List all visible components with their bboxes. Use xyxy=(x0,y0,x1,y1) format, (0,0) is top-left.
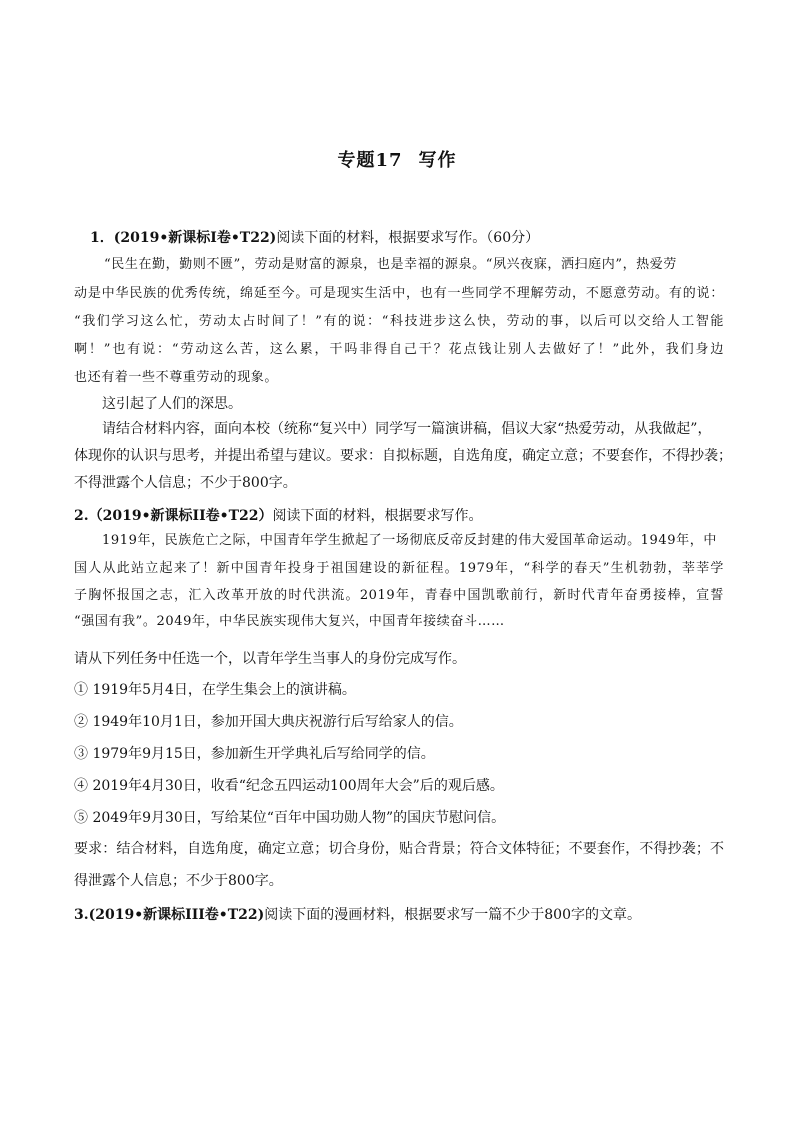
q1-material-line: 也还有着一些不尊重劳动的现象。 xyxy=(74,370,279,385)
q2-material-line: 子胸怀报国之志，汇入改革开放的时代洪流。2019年，青春中国凯歌前行，新时代青年奋勇接棒，宣誓 xyxy=(74,588,724,603)
q2-task-item: ⑤ 2049年9月30日，写给某位“百年中国功勋人物”的国庆节慰问信。 xyxy=(74,810,506,826)
q1-material-line: 啊！”也有说：“劳动这么苦，这么累，干吗非得自己干？花点钱让别人去做好了！”此外，我们身边 xyxy=(74,342,724,357)
q2-task-item: ③ 1979年9月15日，参加新生开学典礼后写给同学的信。 xyxy=(74,746,435,762)
q2-source: （2019•新课标II卷•T22） xyxy=(88,508,273,524)
q1-prompt: 阅读下面的材料，根据要求写作。（60分） xyxy=(276,230,540,246)
title-main: 专题17 xyxy=(337,150,403,171)
q3-number: 3. xyxy=(74,907,89,923)
q3-prompt: 阅读下面的漫画材料，根据要求写一篇不少于800字的文章。 xyxy=(264,907,642,923)
q1-source: (2019•新课标I卷•T22) xyxy=(113,230,277,246)
page-title xyxy=(0,146,794,172)
q2-instruction: 请从下列任务中任选一个，以青年学生当事人的身份完成写作。 xyxy=(74,651,466,667)
q2-prompt: 阅读下面的材料，根据要求写作。 xyxy=(272,508,483,524)
q1-number: 1． xyxy=(90,230,114,246)
q3-source: (2019•新课标III卷•T22) xyxy=(88,907,265,923)
q2-requirement-line: 要求：结合材料，自选角度，确定立意；切合身份，贴合背景；符合文体特征；不要套作，不得抄袭；不 xyxy=(74,841,724,857)
q2-material-line: 1919年，民族危亡之际，中国青年学生掀起了一场彻底反帝反封建的伟大爱国革命运动。1949年，中 xyxy=(102,533,717,548)
title-sub: 写作 xyxy=(418,150,457,171)
q2-task-item: ④ 2019年4月30日，收看“纪念五四运动100周年大会”后的观后感。 xyxy=(74,778,504,794)
q2-requirement-line: 得泄露个人信息；不少于800字。 xyxy=(74,873,283,889)
q2-material-line: 国人从此站立起来了！新中国青年投身于祖国建设的新征程。1979年，“科学的春天”生机勃勃，莘莘学 xyxy=(74,561,724,576)
q2-number: 2. xyxy=(74,508,89,524)
q2-material-line: “强国有我”。2049年，中华民族实现伟大复兴，中国青年接续奋斗…… xyxy=(74,614,505,629)
q2-heading xyxy=(74,506,724,526)
q3-heading xyxy=(74,905,724,925)
q1-material-line: 动是中华民族的优秀传统，绵延至今。可是现实生活中，也有一些同学不理解劳动，不愿意劳动。有的说： xyxy=(74,286,724,301)
q1-material-line: “我们学习这么忙，劳动太占时间了！”有的说：“科技进步这么快，劳动的事，以后可以交给人工智能 xyxy=(74,314,724,329)
q1-task-line: 请结合材料内容，面向本校（统称“复兴中）同学写一篇演讲稿，倡议大家“热爱劳动，从我做起”， xyxy=(102,421,712,437)
q1-heading xyxy=(90,228,740,248)
q1-reflection: 这引起了人们的深思。 xyxy=(102,396,242,412)
q1-task-line: 体现你的认识与思考，并提出希望与建议。要求：自拟标题，自选角度，确定立意；不要套作，不得抄袭； xyxy=(74,448,732,464)
q1-material-line: “民生在勤，勤则不匮”，劳动是财富的源泉，也是幸福的源泉。“夙兴夜寐，洒扫庭内”，热爱劳 xyxy=(104,257,677,272)
q2-task-item: ② 1949年10月1日，参加开国大典庆祝游行后写给家人的信。 xyxy=(74,714,463,730)
q1-task-line: 不得泄露个人信息；不少于800字。 xyxy=(74,475,297,491)
q2-task-item: ① 1919年5月4日，在学生集会上的演讲稿。 xyxy=(74,682,356,698)
